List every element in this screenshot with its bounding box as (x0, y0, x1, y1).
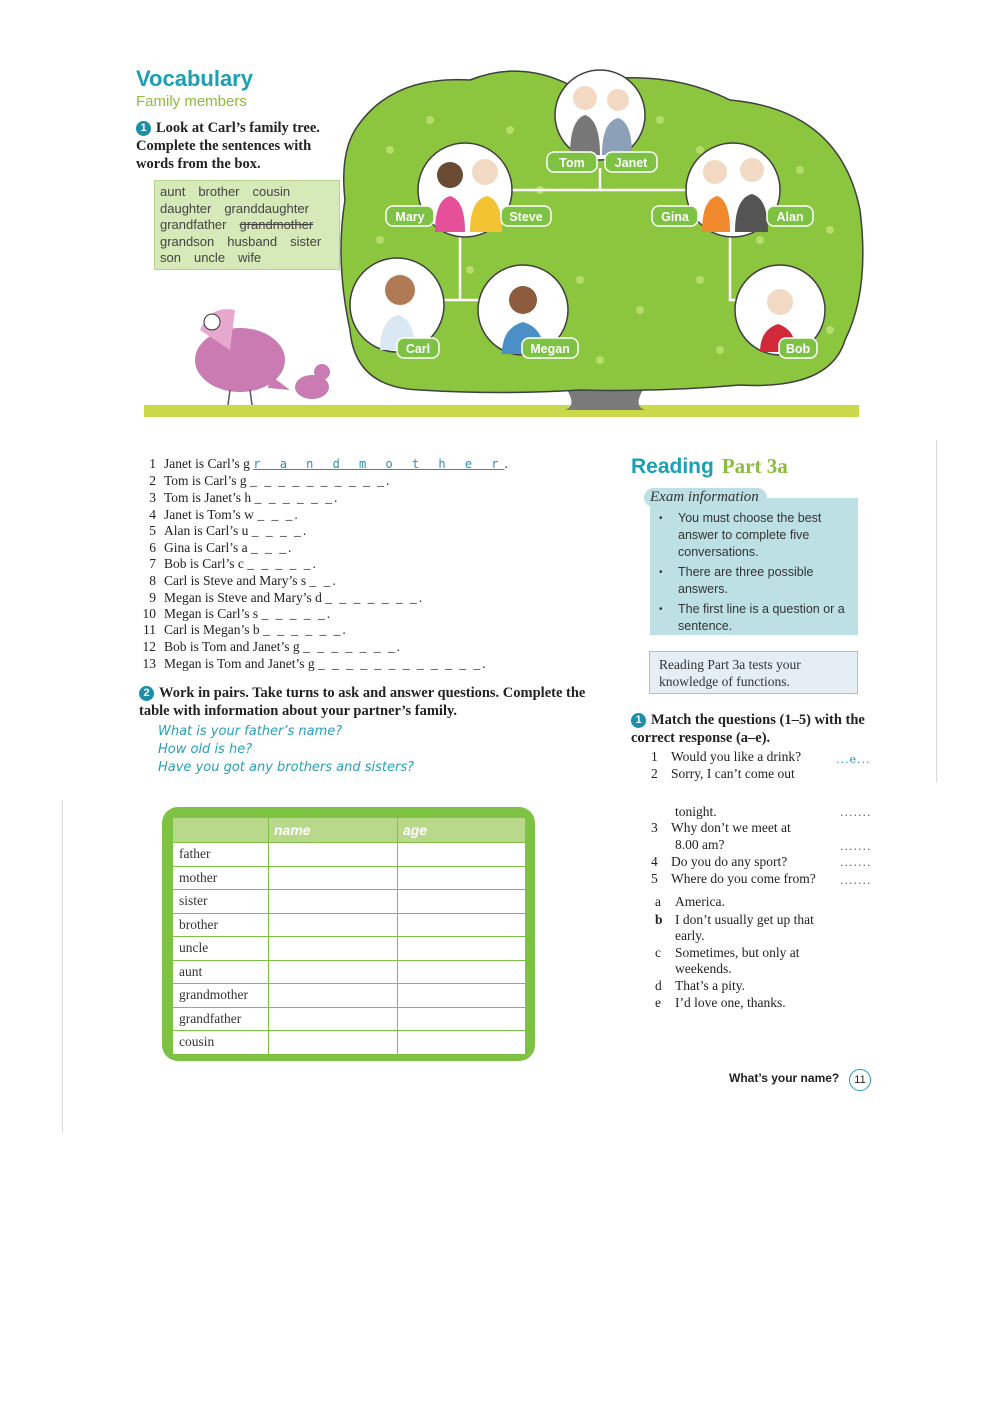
reading-heading: Reading (631, 455, 714, 478)
question-number: 2 (651, 766, 658, 781)
response-e (655, 995, 786, 1011)
sentence-text: Carl is Megan’s b (164, 622, 260, 637)
row-label: brother (173, 913, 269, 937)
word: husband (227, 234, 278, 249)
sentence-number: 7 (149, 556, 156, 571)
name-tag-alan: Alan (776, 210, 804, 224)
vocabulary-title: Vocabulary (136, 66, 253, 91)
row-label: grandfather (173, 1007, 269, 1031)
answer-slot-2[interactable]: ....... (840, 806, 872, 819)
name-tag-carl: Carl (405, 342, 431, 356)
table-row (173, 1031, 526, 1055)
word: sister (290, 234, 322, 249)
word: uncle (193, 250, 226, 265)
response-letter: d (655, 978, 662, 993)
response-letter: e (655, 995, 661, 1010)
response-text: I don’t usually get up that (675, 912, 814, 927)
exercise-number-badge: 2 (139, 686, 154, 701)
exercise-number-badge: 1 (631, 713, 646, 728)
question-3 (651, 820, 791, 836)
reading-exercise1-text: Match the questions (1–5) with the correct response (a–e). (631, 712, 865, 746)
sentence-number: 13 (142, 656, 156, 671)
sentence-3[interactable] (136, 490, 337, 506)
sentence-text: Gina is Carl’s a (164, 540, 248, 555)
sentence-4[interactable] (136, 507, 298, 523)
sentence-number: 4 (149, 507, 156, 522)
name-tag-megan: Megan (530, 342, 570, 356)
name-cell[interactable] (269, 960, 398, 984)
age-cell[interactable] (398, 937, 526, 961)
question-text: Would you like a drink? (671, 749, 802, 764)
question-1 (651, 749, 801, 765)
exercise2-text: Work in pairs. Take turns to ask and answer questions. Complete the table with information about your partner’s family. (139, 685, 586, 719)
scan-edge-line (936, 440, 937, 782)
age-cell[interactable] (398, 890, 526, 914)
exam-point: • There are three possible answers. (656, 564, 852, 598)
sentence-end: . (504, 456, 508, 471)
row-label: grandmother (173, 984, 269, 1008)
question-number: 3 (651, 820, 658, 835)
word: wife (238, 250, 262, 265)
response-letter: a (655, 894, 661, 909)
name-cell[interactable] (269, 843, 398, 867)
sentence-number: 5 (149, 523, 156, 538)
answer-blanks[interactable]: _ _ _ _ _ _ _ _ _ _ _ _ (318, 656, 483, 671)
question-3-line2: 8.00 am? (675, 837, 725, 852)
exam-point: • The first line is a question or a sentence. (656, 601, 852, 635)
bird-illustration (195, 309, 330, 405)
exercise1-text: Look at Carl’s family tree. Complete the sentences with words from the box. (136, 120, 320, 172)
answer-blanks[interactable]: _ _ _ _ _ (261, 606, 327, 621)
answer-slot-1[interactable]: ...e... (836, 753, 871, 766)
exam-points-list (656, 510, 852, 638)
response-text: I’d love one, thanks. (675, 995, 786, 1010)
answer-slot-4[interactable]: ....... (840, 856, 872, 869)
exam-information-box (650, 498, 858, 635)
ground-strip (144, 405, 859, 417)
sentence-number: 11 (143, 622, 156, 637)
response-text: America. (675, 894, 725, 909)
age-cell[interactable] (398, 843, 526, 867)
answer-blanks[interactable]: _ _ _ _ (251, 523, 303, 538)
sentence-end: . (333, 490, 338, 505)
word: daughter (160, 201, 212, 216)
word: aunt (160, 184, 186, 199)
word-crossed-out: grandmother (239, 217, 314, 232)
answer-slot-3[interactable]: ....... (840, 840, 872, 853)
name-cell[interactable] (269, 1007, 398, 1031)
row-label: uncle (173, 937, 269, 961)
name-cell[interactable] (269, 890, 398, 914)
sentence-text: Megan is Carl’s s (164, 606, 259, 621)
sentence-5[interactable] (136, 523, 306, 539)
answer-blanks[interactable]: _ _ _ _ _ _ _ _ _ _ (250, 473, 386, 488)
response-text: Sometimes, but only at (675, 945, 800, 960)
reading-part: Part 3a (721, 454, 788, 478)
row-label: father (173, 843, 269, 867)
sentence-end: . (396, 639, 400, 654)
sentence-end: . (302, 523, 307, 538)
table-row (173, 913, 526, 937)
sentence-end: . (385, 473, 390, 488)
response-d (655, 978, 745, 994)
name-tag-janet: Janet (614, 156, 648, 170)
exam-point: • You must choose the best answer to complete five conversations. (656, 510, 852, 561)
sentence-text: Janet is Carl’s g (164, 456, 250, 471)
age-cell[interactable] (398, 984, 526, 1008)
sentence-text: Tom is Janet’s h (164, 490, 252, 505)
name-cell[interactable] (269, 913, 398, 937)
answer-blanks[interactable]: _ _ _ _ _ _ (254, 490, 334, 505)
word: grandfather (160, 217, 227, 232)
word: brother (198, 184, 240, 199)
name-tag-tom: Tom (559, 156, 585, 170)
response-c-line2: weekends. (675, 961, 732, 976)
functions-note-box (649, 651, 858, 694)
word: cousin (252, 184, 291, 199)
age-cell[interactable] (398, 1007, 526, 1031)
sentence-number: 2 (149, 473, 156, 488)
answer-blanks[interactable]: _ _ _ _ _ _ _ (325, 590, 419, 605)
reading-exercise1-instruction (631, 711, 871, 747)
question-text: Do you do any sport? (671, 854, 788, 869)
sentence-number: 10 (142, 606, 156, 621)
age-cell[interactable] (398, 866, 526, 890)
sentence-13[interactable] (136, 656, 486, 672)
name-tag-mary: Mary (395, 210, 425, 224)
answer-letters: r a n d m o t h e r (253, 457, 505, 471)
sentence-7[interactable] (136, 556, 316, 572)
example-question-1: What is your father’s name? (158, 724, 343, 739)
row-label: sister (173, 890, 269, 914)
scan-edge-line-left (62, 800, 63, 1132)
family-table (172, 817, 526, 1055)
question-number: 1 (651, 749, 658, 764)
table-row (173, 843, 526, 867)
sentence-number: 9 (149, 590, 156, 605)
exercise2-instruction (139, 684, 609, 720)
question-5 (651, 871, 816, 887)
question-4 (651, 854, 787, 870)
age-cell[interactable] (398, 913, 526, 937)
name-cell[interactable] (269, 1031, 398, 1055)
sentence-end: . (288, 540, 292, 555)
table-row (173, 866, 526, 890)
name-cell[interactable] (269, 866, 398, 890)
question-2 (651, 766, 795, 782)
name-cell[interactable] (269, 937, 398, 961)
sentence-2[interactable] (136, 473, 389, 489)
sentence-10[interactable] (136, 606, 330, 622)
sentence-end: . (312, 556, 316, 571)
word: son (160, 250, 181, 265)
reading-title (631, 454, 788, 479)
row-label: aunt (173, 960, 269, 984)
sentence-number: 8 (149, 573, 156, 588)
table-row (173, 960, 526, 984)
sentence-6[interactable] (136, 540, 291, 556)
sentence-text: Bob is Tom and Janet’s g (164, 639, 300, 654)
example-question-3: Have you got any brothers and sisters? (158, 760, 415, 775)
response-c (655, 945, 800, 961)
answer-blanks[interactable]: _ _ (309, 573, 333, 588)
table-row (173, 890, 526, 914)
table-row (173, 1007, 526, 1031)
table-header-empty (173, 818, 269, 843)
table-row (173, 937, 526, 961)
family-table-frame (162, 807, 535, 1061)
question-text: Where do you come from? (671, 871, 816, 886)
sentence-11[interactable] (136, 622, 346, 638)
exercise-number-badge: 1 (136, 121, 151, 136)
row-label: mother (173, 866, 269, 890)
response-text: That’s a pity. (675, 978, 745, 993)
question-text: Sorry, I can’t come out (671, 766, 795, 781)
row-label: cousin (173, 1031, 269, 1055)
sentence-number: 3 (149, 490, 156, 505)
sentence-end: . (482, 656, 486, 671)
sentence-number: 12 (142, 639, 156, 654)
sentence-8[interactable] (136, 573, 336, 589)
sentence-end: . (294, 507, 298, 522)
sentence-number: 1 (149, 456, 156, 471)
name-tag-gina: Gina (661, 210, 689, 224)
sentence-text: Alan is Carl’s u (164, 523, 249, 538)
answer-blanks[interactable]: _ _ _ _ _ _ (263, 622, 343, 637)
question-2-line2: tonight. (675, 804, 717, 819)
unit-title-footer: What’s your name? (729, 1071, 840, 1085)
age-cell[interactable] (398, 960, 526, 984)
answer-blanks[interactable]: _ _ _ (257, 507, 295, 522)
table-header-age: age (398, 818, 526, 843)
name-tag-bob: Bob (785, 342, 811, 356)
page-number: 11 (849, 1069, 871, 1091)
name-cell[interactable] (269, 984, 398, 1008)
response-b-line2: early. (675, 928, 705, 943)
response-a (655, 894, 725, 910)
word: grandson (160, 234, 215, 249)
response-b (655, 912, 814, 928)
functions-note: Reading Part 3a tests your knowledge of functions. (659, 657, 801, 689)
question-text: Why don’t we meet at (671, 820, 791, 835)
sentence-text: Tom is Carl’s g (164, 473, 247, 488)
sentence-text: Megan is Steve and Mary’s d (164, 590, 322, 605)
sentence-end: . (342, 622, 346, 637)
vocabulary-subtitle: Family members (136, 93, 247, 110)
age-cell[interactable] (398, 1031, 526, 1055)
sentence-9[interactable] (136, 590, 422, 606)
sentence-text: Bob is Carl’s c (164, 556, 244, 571)
sentence-text: Carl is Steve and Mary’s s (164, 573, 307, 588)
sentence-1 (136, 456, 508, 472)
example-question-2: How old is he? (158, 742, 253, 757)
question-number: 5 (651, 871, 658, 886)
family-tree-illustration (140, 60, 865, 422)
response-letter: b (655, 912, 663, 927)
sentence-end: . (332, 573, 336, 588)
sentence-number: 6 (149, 540, 156, 555)
answer-blanks[interactable]: _ _ _ (251, 540, 288, 555)
word: granddaughter (224, 201, 309, 216)
response-letter: c (655, 945, 661, 960)
table-header-row (173, 818, 526, 843)
question-number: 4 (651, 854, 658, 869)
answer-blanks[interactable]: _ _ _ _ _ _ _ (303, 639, 397, 654)
answer-slot-5[interactable]: ....... (840, 874, 872, 887)
sentence-text: Janet is Tom’s w (164, 507, 254, 522)
sentence-text: Megan is Tom and Janet’s g (164, 656, 315, 671)
sentence-end: . (326, 606, 331, 621)
table-header-name: name (269, 818, 398, 843)
table-row (173, 984, 526, 1008)
exam-information-label: Exam information (644, 488, 767, 507)
sentence-12[interactable] (136, 639, 400, 655)
name-tag-steve: Steve (509, 210, 543, 224)
sentence-end: . (418, 590, 423, 605)
answer-blanks[interactable]: _ _ _ _ _ (247, 556, 313, 571)
